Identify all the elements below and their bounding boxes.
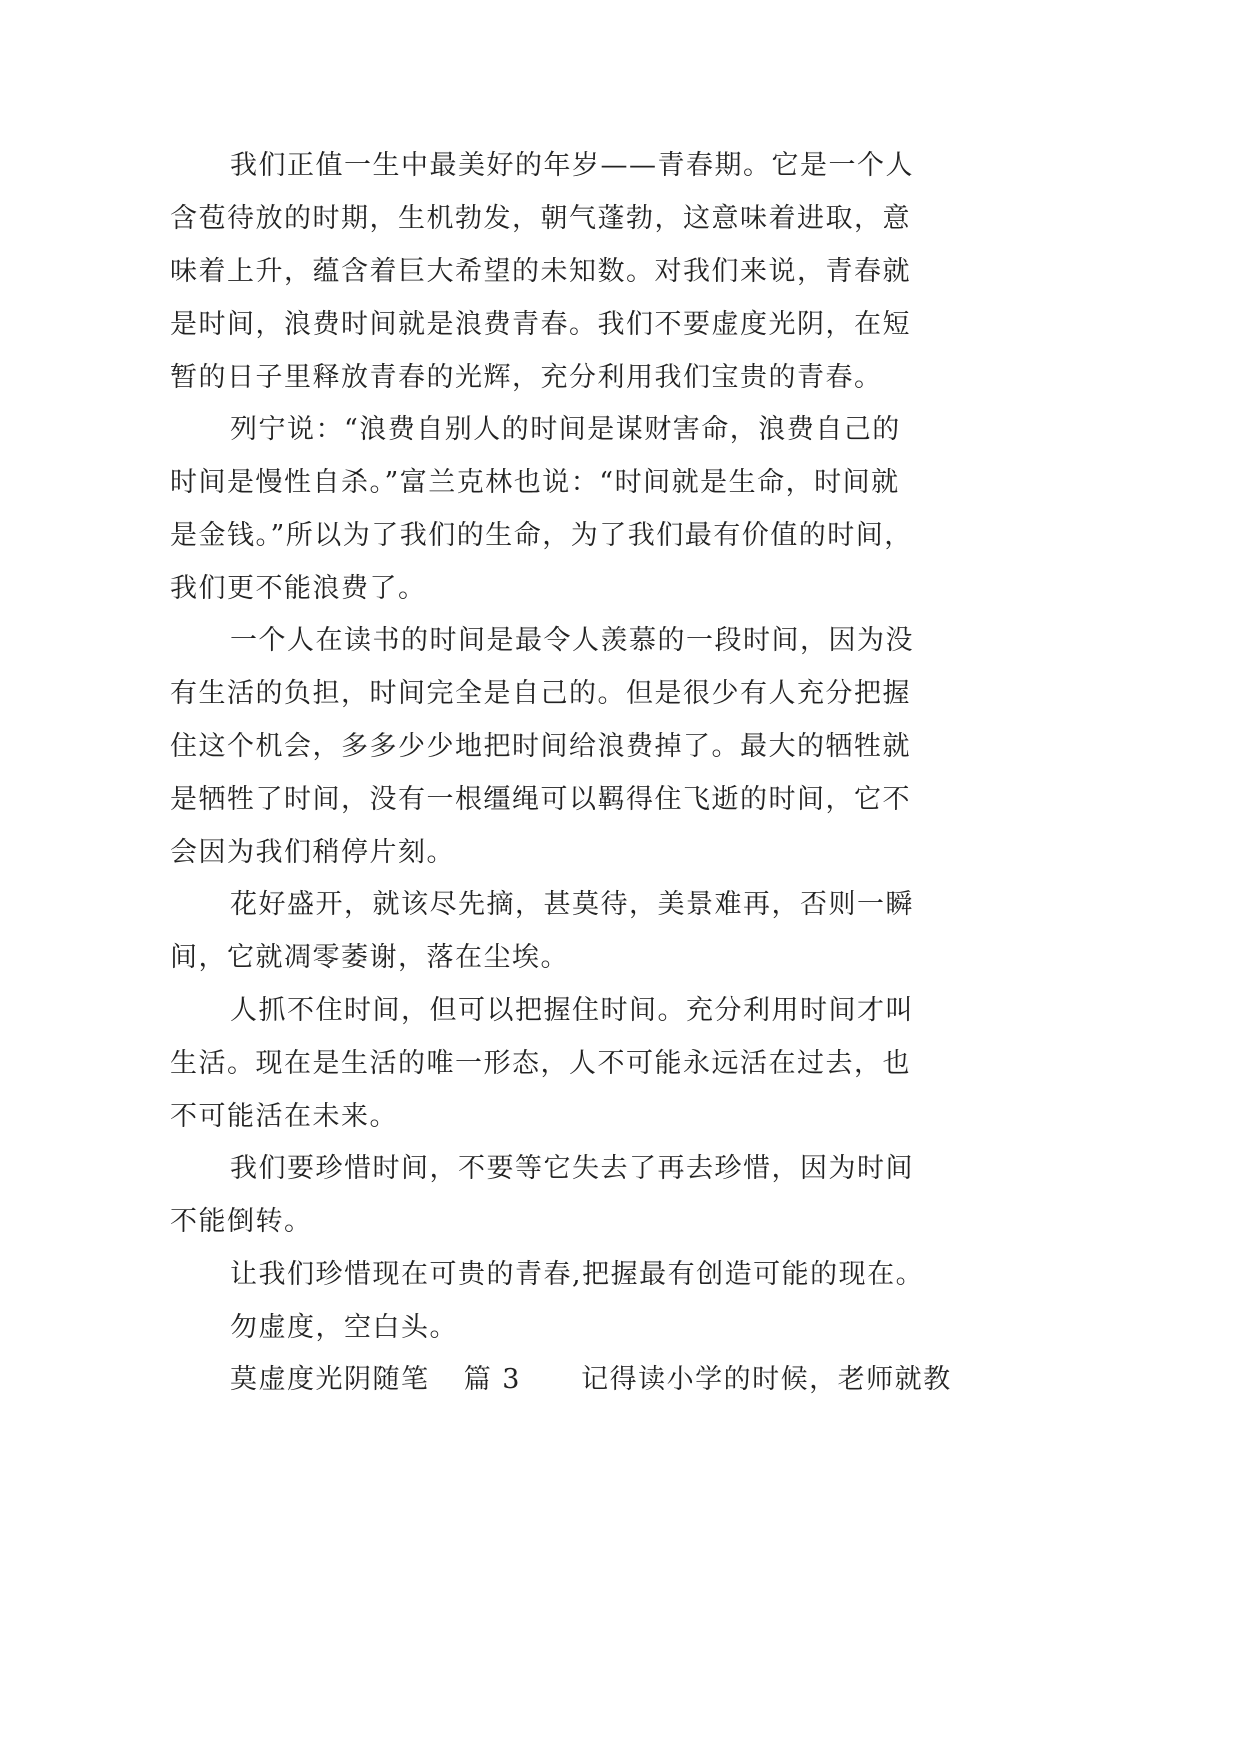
paragraph-3-line-4: 是牺牲了时间，没有一根缰绳可以羁得住飞逝的时间，它不 [170, 784, 911, 815]
paragraph-5-line-2: 生活。现在是生活的唯一形态，人不可能永远活在过去，也 [170, 1048, 911, 1079]
paragraph-6-line-2: 不能倒转。 [170, 1206, 313, 1237]
paragraph-3-line-2: 有生活的负担，时间完全是自己的。但是很少有人充分把握 [170, 678, 911, 709]
paragraph-3-line-3: 住这个机会，多多少少地把时间给浪费掉了。最大的牺牲就 [170, 731, 911, 762]
paragraph-2-line-1: 列宁说：“浪费自别人的时间是谋财害命，浪费自己的 [230, 414, 901, 445]
paragraph-5-line-1: 人抓不住时间，但可以把握住时间。充分利用时间才叫 [230, 995, 914, 1026]
section-title: 莫虚度光阴随笔 [230, 1364, 430, 1395]
paragraph-1-line-1: 我们正值一生中最美好的年岁——青春期。它是一个人 [230, 150, 914, 181]
section-continuation-text: 记得读小学的时候，老师就教 [581, 1364, 952, 1395]
section-number: 篇 3 [463, 1364, 521, 1395]
paragraph-6-line-1: 我们要珍惜时间，不要等它失去了再去珍惜，因为时间 [230, 1153, 914, 1184]
paragraph-2-line-3: 是金钱。”所以为了我们的生命，为了我们最有价值的时间， [170, 520, 913, 551]
paragraph-3-line-1: 一个人在读书的时间是最令人羡慕的一段时间，因为没 [230, 625, 914, 656]
paragraph-1-line-4: 是时间，浪费时间就是浪费青春。我们不要虚度光阴，在短 [170, 309, 911, 340]
paragraph-8-line-1: 勿虚度，空白头。 [230, 1312, 458, 1343]
paragraph-1-line-5: 暂的日子里释放青春的光辉，充分利用我们宝贵的青春。 [170, 362, 883, 393]
paragraph-4-line-2: 间，它就凋零萎谢，落在尘埃。 [170, 942, 569, 973]
paragraph-7-line-1: 让我们珍惜现在可贵的青春,把握最有创造可能的现在。 [230, 1259, 925, 1290]
paragraph-5-line-3: 不可能活在未来。 [170, 1101, 398, 1132]
paragraph-1-line-2: 含苞待放的时期，生机勃发，朝气蓬勃，这意味着进取，意 [170, 203, 911, 234]
paragraph-2-line-2: 时间是慢性自杀。”富兰克林也说：“时间就是生命，时间就 [170, 467, 900, 498]
paragraph-2-line-4: 我们更不能浪费了。 [170, 573, 427, 604]
paragraph-1-line-3: 味着上升，蕴含着巨大希望的未知数。对我们来说，青春就 [170, 256, 911, 287]
paragraph-3-line-5: 会因为我们稍停片刻。 [170, 837, 455, 868]
section-heading-line [230, 1362, 952, 1398]
paragraph-4-line-1: 花好盛开，就该尽先摘，甚莫待，美景难再，否则一瞬 [230, 889, 914, 920]
